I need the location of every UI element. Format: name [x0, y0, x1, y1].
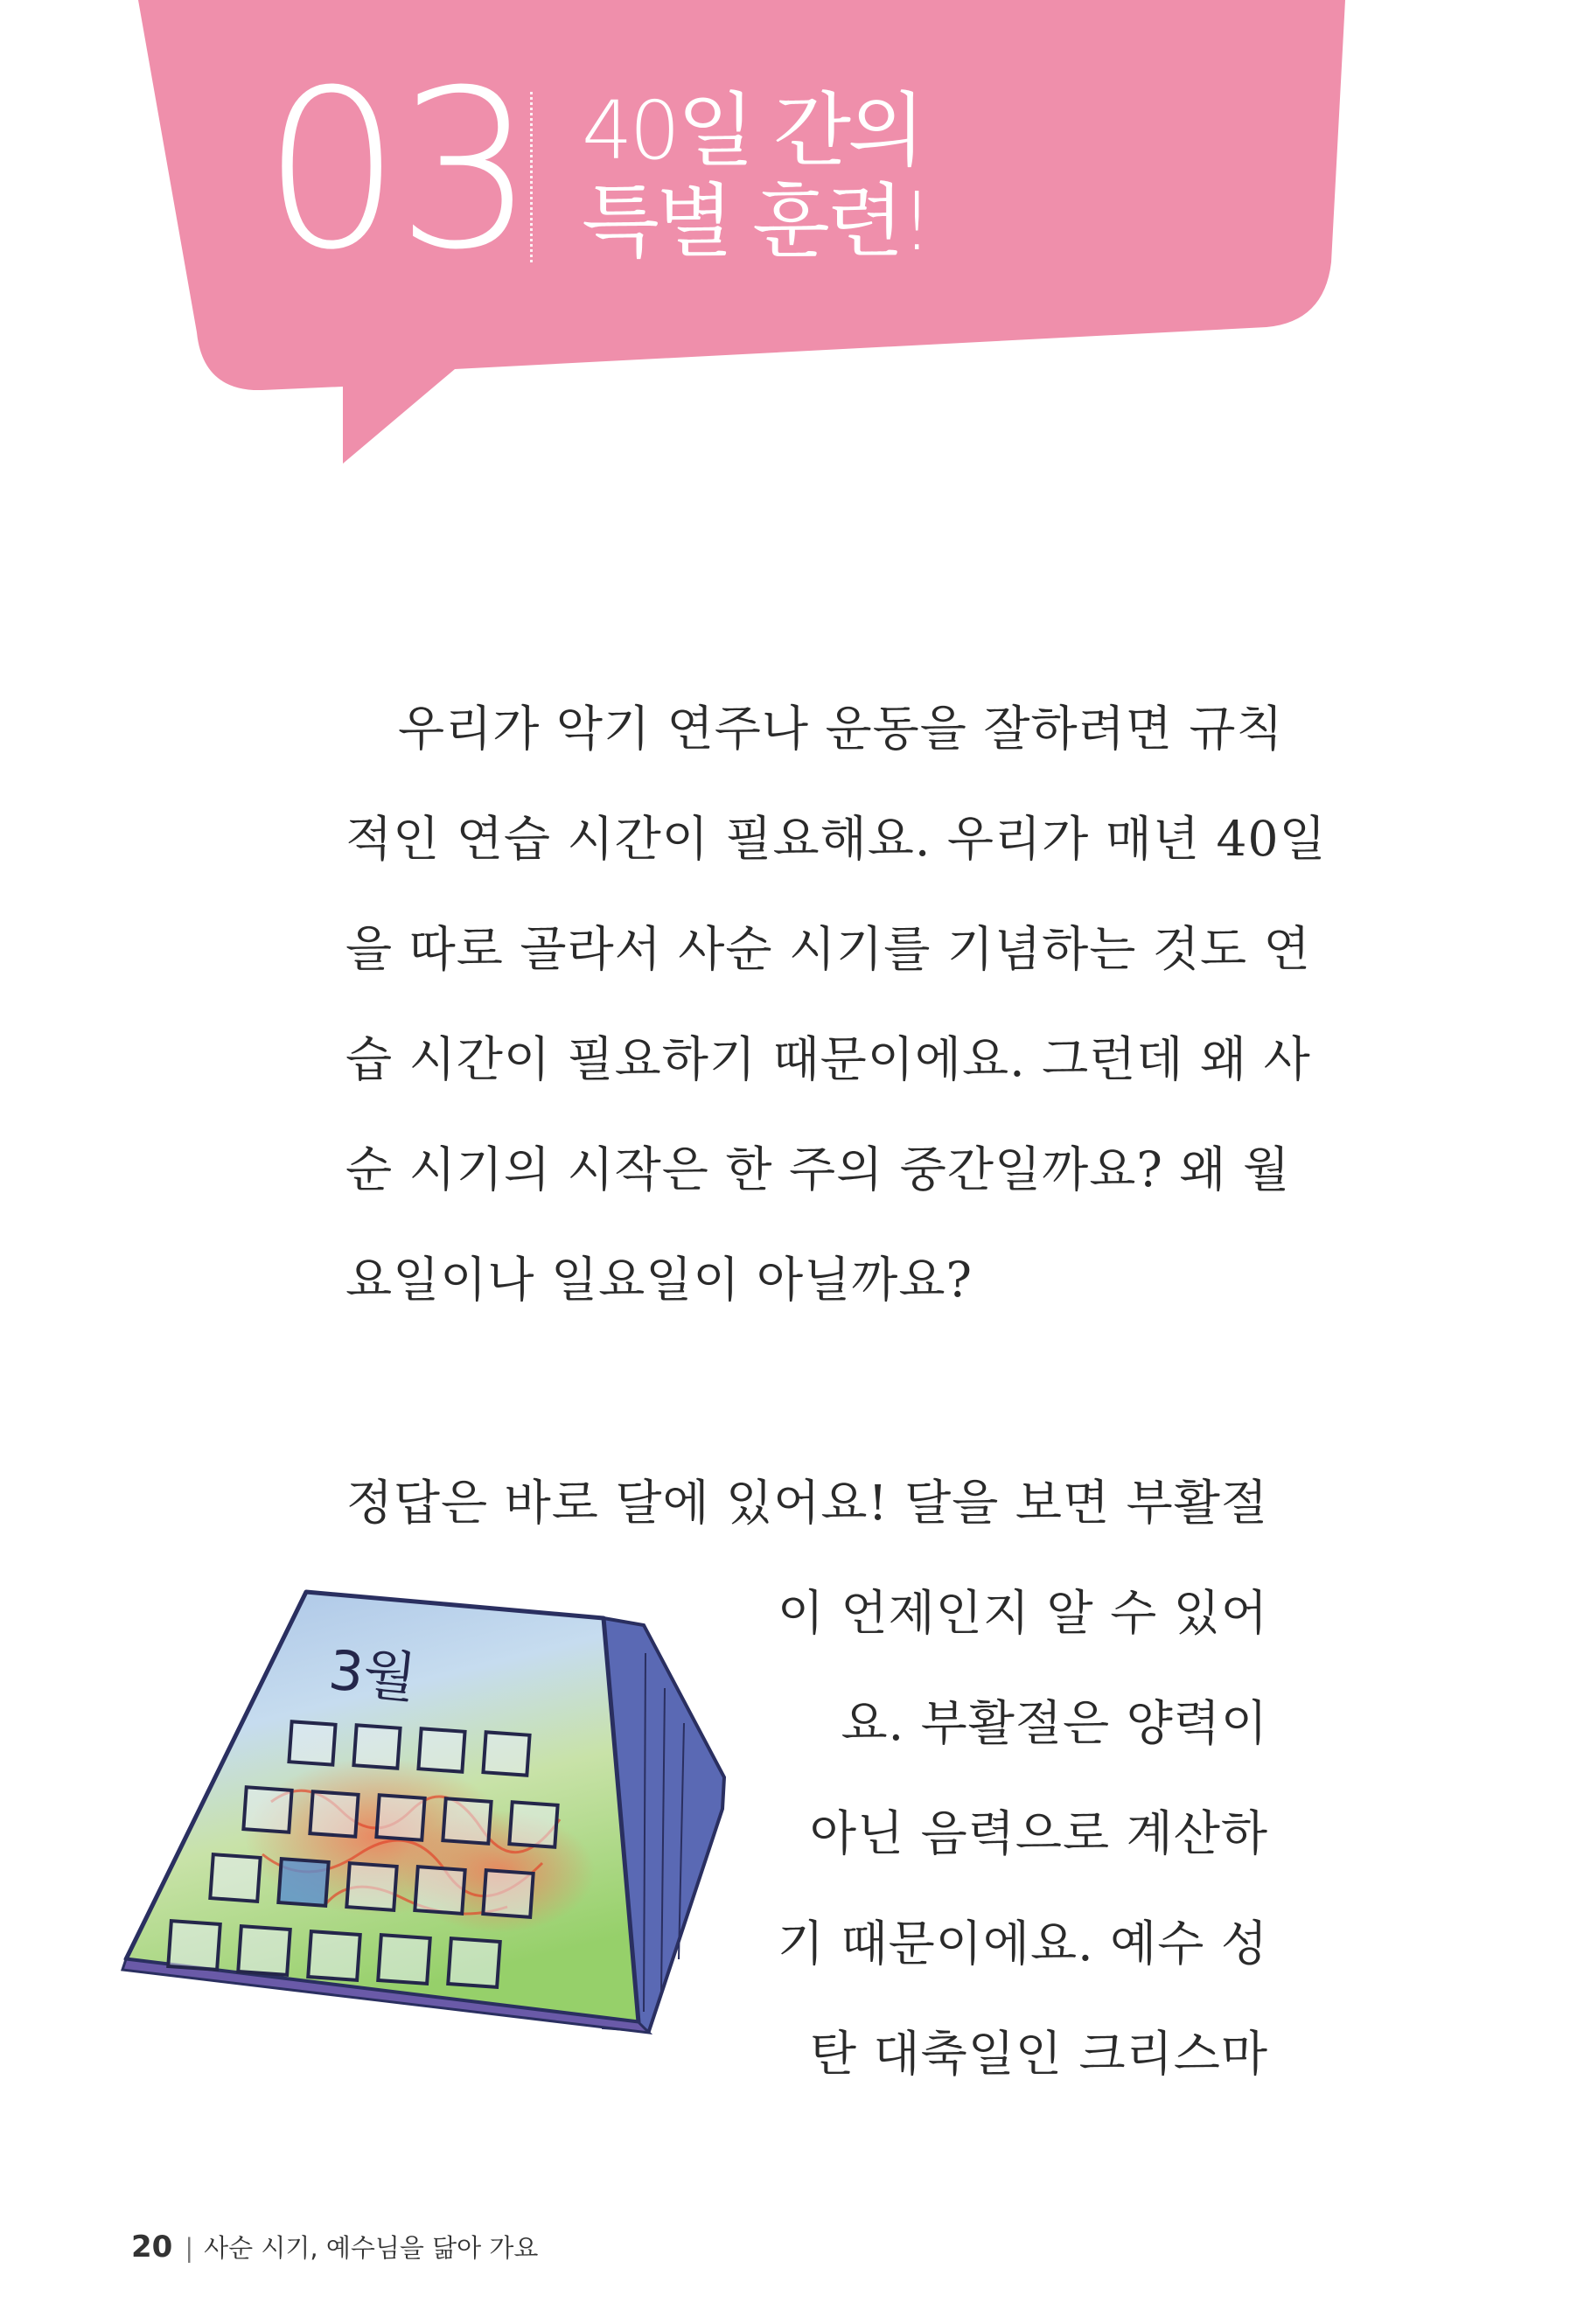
text-line: 탄 대축일인 크리스마	[809, 2026, 1268, 2082]
page-footer	[131, 2229, 538, 2265]
chapter-title	[582, 86, 930, 268]
text-line: 요일이나 일요일이 아닐까요?	[345, 1252, 973, 1308]
chapter-title-line: 특별 훈련!	[582, 175, 930, 269]
text-line: 요. 부활절은 양력이	[841, 1695, 1268, 1751]
calendar-month-label: 3월	[325, 1637, 419, 1711]
chapter-title-line: 40일 간의	[582, 84, 922, 178]
chapter-divider	[530, 92, 533, 262]
text-line: 아닌 음력으로 계산하	[809, 1805, 1268, 1861]
footer-separator: |	[185, 2233, 194, 2263]
book-title: 사순 시기, 예수님을 닮아 가요	[204, 2233, 539, 2263]
chapter-number: 03	[262, 43, 531, 297]
page-number: 20	[131, 2230, 173, 2265]
text-line: 습 시간이 필요하기 때문이에요. 그런데 왜 사	[345, 1031, 1311, 1087]
text-line: 을 따로 골라서 사순 시기를 기념하는 것도 연	[345, 921, 1311, 977]
text-line: 우리가 악기 연주나 운동을 잘하려면 규칙	[398, 701, 1284, 757]
text-line: 적인 연습 시간이 필요해요. 우리가 매년 40일	[345, 811, 1327, 867]
text-line: 기 때문이에요. 예수 성	[777, 1916, 1268, 1972]
text-line: 정답은 바로 달에 있어요! 달을 보면 부활절	[345, 1475, 1268, 1531]
calendar-icon	[114, 1574, 761, 2064]
body-paragraph-1	[345, 673, 1327, 1335]
text-line: 이 언제인지 알 수 있어	[777, 1585, 1268, 1641]
text-line: 순 시기의 시작은 한 주의 중간일까요? 왜 월	[345, 1141, 1291, 1197]
